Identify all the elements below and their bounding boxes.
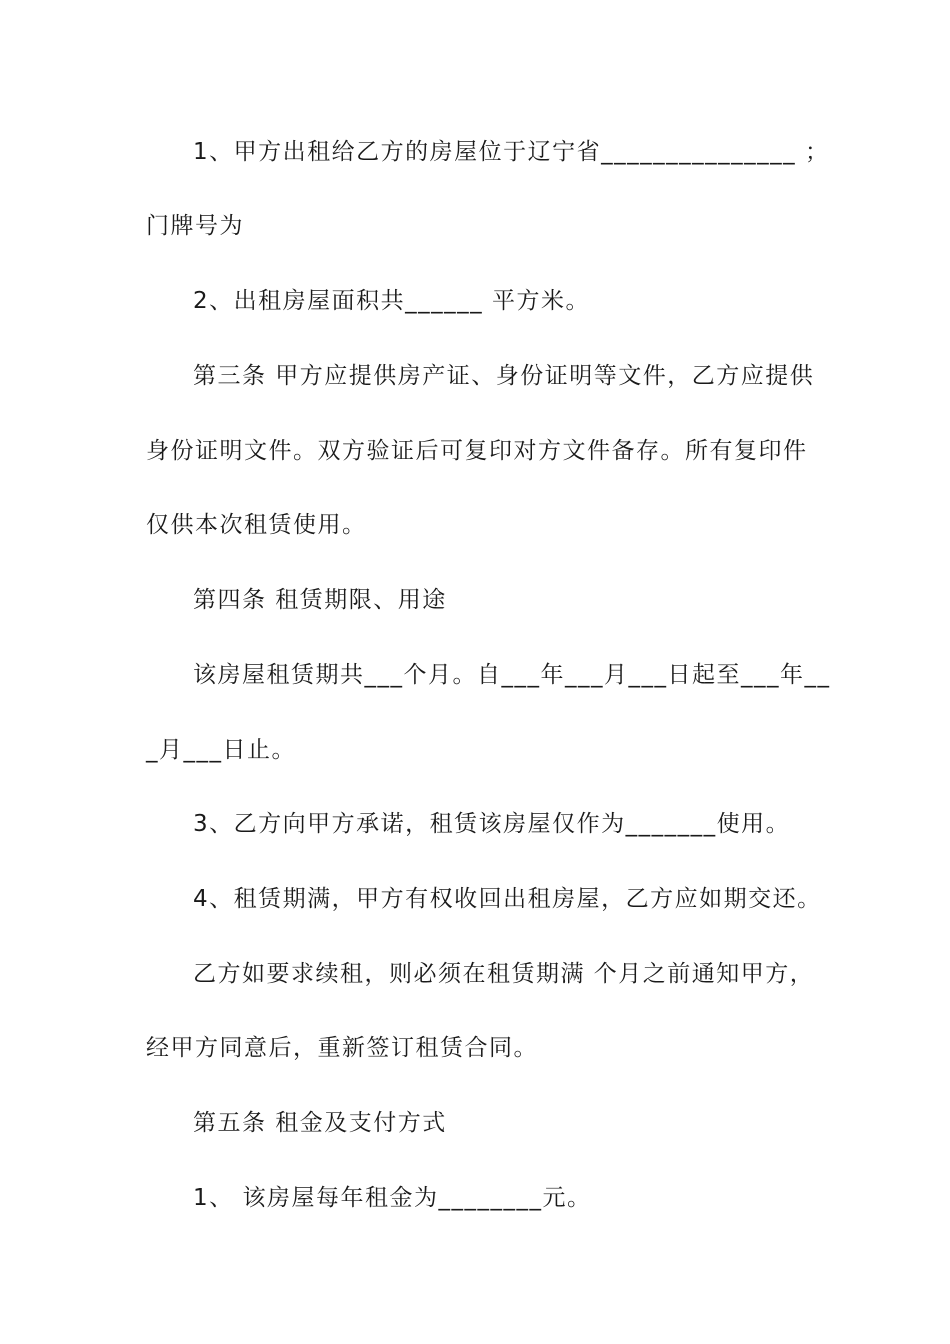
- clause-3-usage: 3、乙方向甲方承诺，租赁该房屋仅作为_______使用。: [193, 811, 791, 837]
- article-5-heading: 第五条 租金及支付方式: [193, 1110, 447, 1136]
- clause-1-door-number: 门牌号为: [146, 213, 244, 239]
- lease-term-line-2: _月___日止。: [146, 737, 296, 763]
- clause-4-return: 4、租赁期满，甲方有权收回出租房屋，乙方应如期交还。: [193, 886, 822, 912]
- article-4-heading: 第四条 租赁期限、用途: [193, 587, 447, 613]
- article-3-line-3: 仅供本次租赁使用。: [146, 512, 367, 538]
- article-3-line-2: 身份证明文件。双方验证后可复印对方文件备存。所有复印件: [146, 438, 808, 464]
- rent-amount: 1、 该房屋每年租金为________元。: [193, 1185, 592, 1211]
- renewal-line-2: 经甲方同意后，重新签订租赁合同。: [146, 1035, 538, 1061]
- article-3-line-1: 第三条 甲方应提供房产证、身份证明等文件，乙方应提供: [193, 363, 815, 389]
- clause-2-area: 2、出租房屋面积共______ 平方米。: [193, 288, 590, 314]
- clause-1-location: 1、甲方出租给乙方的房屋位于辽宁省_______________ ；: [193, 139, 830, 165]
- lease-term-line-1: 该房屋租赁期共___个月。自___年___月___日起至___年__: [193, 662, 831, 688]
- renewal-line-1: 乙方如要求续租，则必须在租赁期满 个月之前通知甲方，: [193, 961, 815, 987]
